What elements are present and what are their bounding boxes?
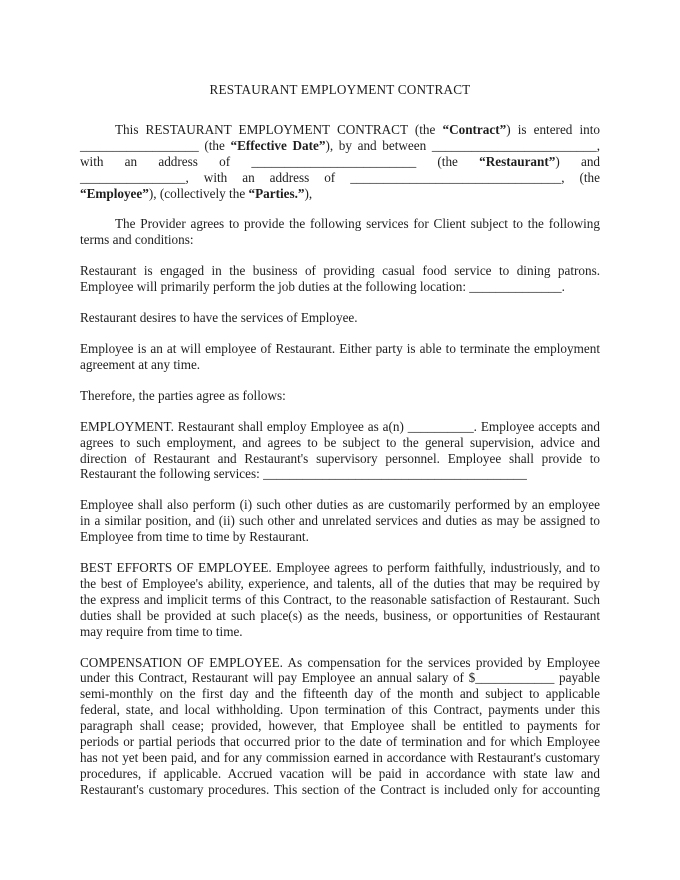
text-segment: ) is entered into [506,121,600,137]
text-segment: in a similar position, and (ii) such other and unrelated services and duties as may be assigned to [80,513,600,529]
defined-term: “Effective Date” [230,137,326,153]
text-segment: Restaurant the following services: ________________________________________ [80,466,527,482]
text-segment: Employee shall also perform (i) such other duties as are customarily performed by an employee [80,497,600,513]
text-line [80,435,600,451]
paragraph-at-will [80,341,600,373]
text-segment: Employee is an at will employee of Restaurant. Either party is able to terminate the employment [80,340,600,356]
text-segment: ) and [555,153,601,169]
text-line [80,576,600,592]
text-segment: Therefore, the parties agree as follows: [80,387,286,403]
text-segment: may require from time to time. [80,623,243,639]
text-segment: under this Contract, Restaurant will pay Employee an annual salary of $____________ payable [80,670,600,686]
text-line [80,279,600,295]
text-segment: The Provider agrees to provide the following services for Client subject to the following [115,216,600,232]
text-line [80,782,600,798]
text-line [80,624,600,640]
text-segment: duties shall be provided at such place(s) as the needs, business, or opportunities of Restaurant [80,607,600,623]
text-line [80,686,600,702]
document-title: RESTAURANT EMPLOYMENT CONTRACT [209,82,471,97]
text-line [80,170,600,186]
text-segment: direction of Restaurant and Restaurant's supervisory personnel. Employee shall provide to [80,450,600,466]
defined-term: “Employee” [80,185,149,201]
text-segment: periods or partial periods that occurred prior to the date of termination and for which Employee [80,734,600,750]
text-line [80,529,600,545]
text-line [80,138,600,154]
text-segment: __________________ (the [80,137,231,153]
text-segment: agreement at any time. [80,356,201,372]
text-line [80,310,600,326]
text-line [80,702,600,718]
text-line [80,655,600,671]
text-segment: Employee will primarily perform the job duties at the following location: ______________. [80,279,565,295]
defined-term: “Restaurant” [479,153,556,169]
paragraph-best-efforts [80,560,600,640]
text-segment: federal, state, and local withholding. Upon termination of this Contract, payments under this [80,702,600,718]
text-line [80,216,600,232]
text-segment: Restaurant's customary procedures. This section of the Contract is included only for accounting [80,781,600,797]
text-line [80,670,600,686]
text-segment: ________________, with an address of ________________________________, (the [80,169,600,185]
text-segment: Restaurant is engaged in the business of providing casual food service to dining patrons. [80,263,600,279]
text-line [80,419,600,435]
text-segment: ), by and between _________________________, [325,137,600,153]
text-line [80,341,600,357]
text-line [80,186,600,202]
text-line [80,560,600,576]
text-line [80,592,600,608]
text-line [80,451,600,467]
text-line [80,513,600,529]
text-line [80,766,600,782]
text-segment: terms and conditions: [80,232,194,248]
text-segment: procedures, if applicable. Accrued vacation will be paid in accordance with state law and [80,765,600,781]
text-segment: ), (collectively the [148,185,249,201]
paragraph-business [80,263,600,295]
defined-term: “Parties.” [248,185,305,201]
paragraph-employment [80,419,600,483]
text-segment: agrees to such employment, and agrees to be subject to the general supervision, advice and [80,434,600,450]
text-segment: semi-monthly on the first day and the fifteenth day of the month and subject to applicable [80,686,600,702]
text-line [80,734,600,750]
paragraph-compensation [80,655,600,798]
text-segment: COMPENSATION OF EMPLOYEE. As compensation for the services provided by Employee [80,654,600,670]
text-segment: the best of Employee's ability, experience, and talents, all of the duties that may be required by [80,575,600,591]
text-line [80,718,600,734]
text-line [80,154,600,170]
text-segment: Restaurant desires to have the services of Employee. [80,310,358,326]
document-body [80,122,600,798]
paragraph-intro [80,122,600,202]
text-line [80,263,600,279]
text-segment: with an address of _________________________ (the [80,153,480,169]
text-line [80,388,600,404]
text-line [80,122,600,138]
defined-term: “Contract” [442,121,507,137]
text-segment: Employee from time to time by Restaurant. [80,529,309,545]
text-segment: the express and implicit terms of this Contract, to the reasonable satisfaction of Restaurant. Such [80,591,600,607]
text-line [80,497,600,513]
text-segment: has not yet been paid, and for any commission earned in accordance with Restaurant's customary [80,750,600,765]
text-line [80,232,600,248]
paragraph-desires [80,310,600,326]
text-line [80,466,600,482]
paragraph-other-duties [80,497,600,545]
text-line [80,608,600,624]
text-segment: ), [304,185,313,201]
text-segment: paragraph shall cease; provided, however, that Employee shall be entitled to payments for [80,718,600,734]
text-segment: This RESTAURANT EMPLOYMENT CONTRACT (the [115,121,443,137]
paragraph-therefore [80,388,600,404]
text-segment: BEST EFFORTS OF EMPLOYEE. Employee agrees to perform faithfully, industriously, and to [80,560,600,576]
text-line [80,357,600,373]
text-line [80,750,600,766]
paragraph-provider [80,216,600,248]
text-segment: EMPLOYMENT. Restaurant shall employ Employee as a(n) __________. Employee accepts and [80,418,600,434]
